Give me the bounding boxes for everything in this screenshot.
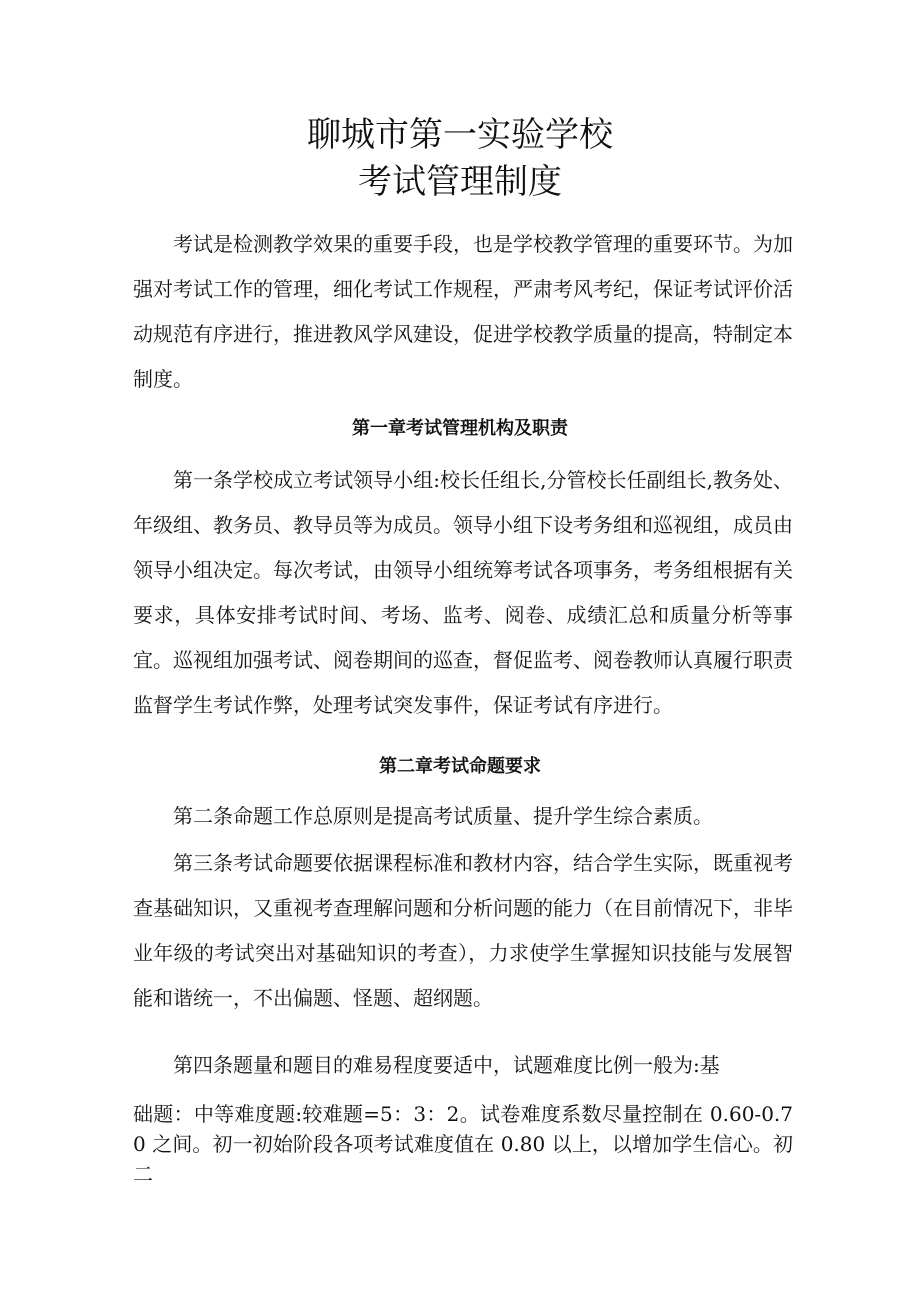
article-4-continuation: 础题：中等难度题:较难题=5：3：2。试卷难度系数尽量控制在 0.60-0.70 之间。初一初始阶段各项考试难度值在 0.80 以上，以增加学生信心。初二 (133, 1102, 793, 1186)
document-title: 考试管理制度 (358, 162, 562, 202)
chapter-2-heading: 第二章考试命题要求 (379, 756, 541, 777)
intro-paragraph: 考试是检测教学效果的重要手段，也是学校教学管理的重要环节。为加强对考试工作的管理，细化考试工作规程，严肃考风考纪，保证考试评价活动规范有序进行，推进教风学风建设，促进学校教学质量的提高，特制定本制度。 (133, 232, 793, 391)
article-4-first-line: 第四条题量和题目的难易程度要适中，试题难度比例一般为:基 (173, 1053, 720, 1077)
chapter-1-heading: 第一章考试管理机构及职责 (352, 418, 568, 439)
article-2-paragraph: 第二条命题工作总原则是提高考试质量、提升学生综合素质。 (173, 804, 713, 828)
article-1-paragraph: 第一条学校成立考试领导小组:校长任组长,分管校长任副组长,教务处、年级组、教务员、教导员等为成员。领导小组下设考务组和巡视组，成员由领导小组决定。每次考试，由领导小组统筹考试各项事务，考务组根据有关要求，具体安排考试时间、考场、监考、阅卷、成绩汇总和质量分析等事宜。巡视组加强考试、阅卷期间的巡查，督促监考、阅卷教师认真履行职责监督学生考试作弊，处理考试突发事件，保证考试有序进行。 (133, 468, 793, 717)
article-3-paragraph: 第三条考试命题要依据课程标准和教材内容，结合学生实际，既重视考查基础知识，又重视考查理解问题和分析问题的能力（在目前情况下，非毕业年级的考试突出对基础知识的考查），力求使学生掌握知识技能与发展智能和谐统一，不出偏题、怪题、超纲题。 (133, 851, 793, 1010)
school-name-title: 聊城市第一实验学校 (307, 115, 613, 155)
